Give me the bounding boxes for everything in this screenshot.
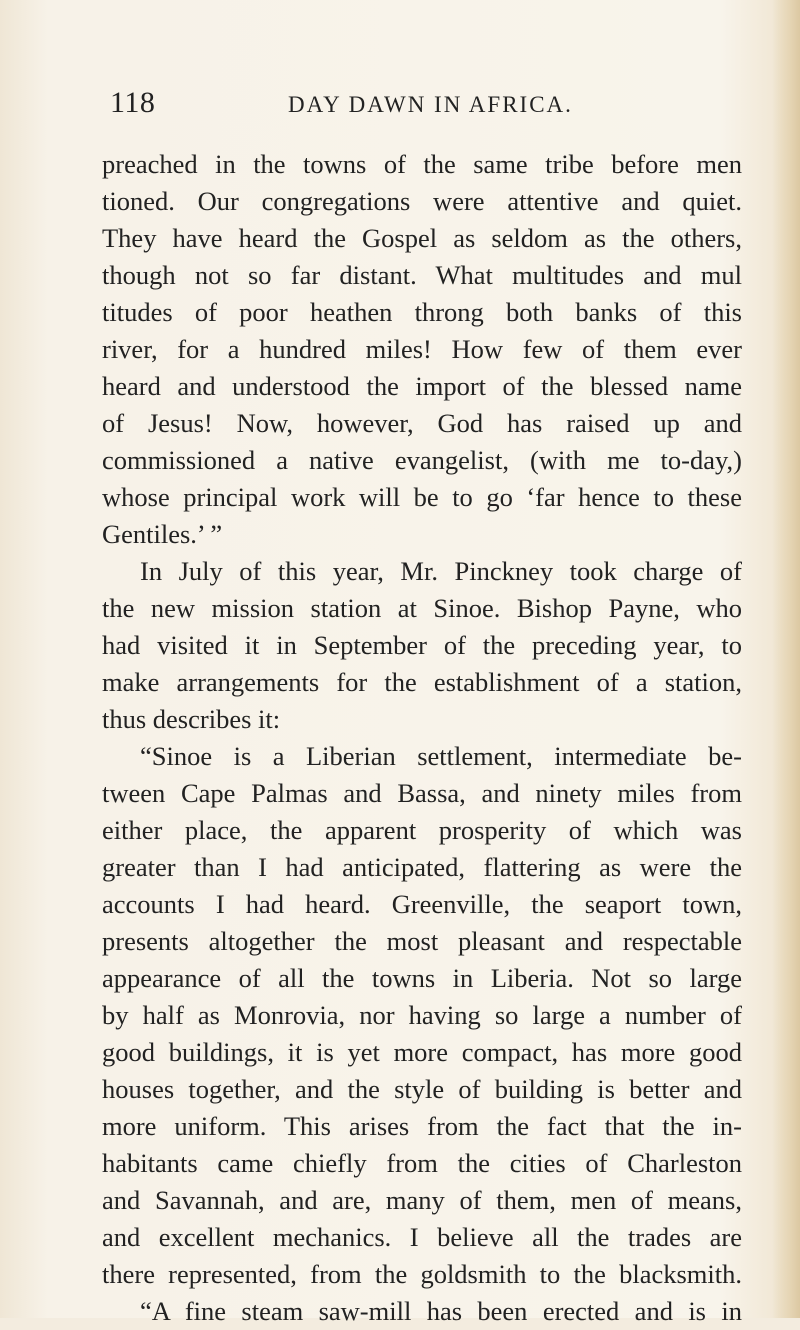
text-line: accounts I had heard. Greenville, the seaport town, <box>102 889 742 919</box>
text-line: and excellent mechanics. I believe all the trades are <box>102 1222 742 1252</box>
text-line: good buildings, it is yet more compact, has more good <box>102 1037 742 1067</box>
text-line: commissioned a native evangelist, (with me to-day,) <box>102 445 742 475</box>
text-line: by half as Monrovia, nor having so large a number of <box>102 1000 742 1030</box>
running-title: DAY DAWN IN AFRICA. <box>288 92 573 117</box>
text-line: heard and understood the import of the blessed name <box>102 371 742 401</box>
text-line: houses together, and the style of building is better and <box>102 1074 742 1104</box>
text-line: more uniform. This arises from the fact that the in- <box>102 1111 742 1141</box>
text-line: titudes of poor heathen throng both banks of this <box>102 297 742 327</box>
text-line: tioned. Our congregations were attentive and quiet. <box>102 186 742 216</box>
text-line: “A fine steam saw-mill has been erected and is in <box>140 1296 742 1326</box>
text-line: whose principal work will be to go ‘far hence to these <box>102 482 742 512</box>
page-number: 118 <box>110 86 156 119</box>
text-line: preached in the towns of the same tribe before men <box>102 149 742 179</box>
text-line: Gentiles.’ ” <box>102 519 223 549</box>
text-line: tween Cape Palmas and Bassa, and ninety miles from <box>102 778 742 808</box>
text-line: greater than I had anticipated, flattering as were the <box>102 852 742 882</box>
text-line: appearance of all the towns in Liberia. Not so large <box>102 963 742 993</box>
page-edge-shadow <box>772 0 800 1318</box>
text-line: habitants came chiefly from the cities of Charleston <box>102 1148 742 1178</box>
text-line: either place, the apparent prosperity of which was <box>102 815 742 845</box>
text-line: “Sinoe is a Liberian settlement, intermediate be- <box>140 741 742 771</box>
body-text <box>102 146 742 1330</box>
text-line: there represented, from the goldsmith to the blacksmith. <box>102 1259 742 1289</box>
text-line: had visited it in September of the preceding year, to <box>102 630 742 660</box>
text-line: though not so far distant. What multitudes and mul <box>102 260 742 290</box>
text-line: the new mission station at Sinoe. Bishop Payne, who <box>102 593 742 623</box>
text-line: thus describes it: <box>102 704 281 734</box>
text-line: In July of this year, Mr. Pinckney took charge of <box>140 556 742 586</box>
text-line: They have heard the Gospel as seldom as the others, <box>102 223 742 253</box>
text-line: and Savannah, and are, many of them, men of means, <box>102 1185 742 1215</box>
text-line: of Jesus! Now, however, God has raised up and <box>102 408 742 438</box>
page-header <box>110 86 750 126</box>
text-line: presents altogether the most pleasant and respectable <box>102 926 742 956</box>
text-line: make arrangements for the establishment of a station, <box>102 667 742 697</box>
text-line: river, for a hundred miles! How few of them ever <box>102 334 742 364</box>
